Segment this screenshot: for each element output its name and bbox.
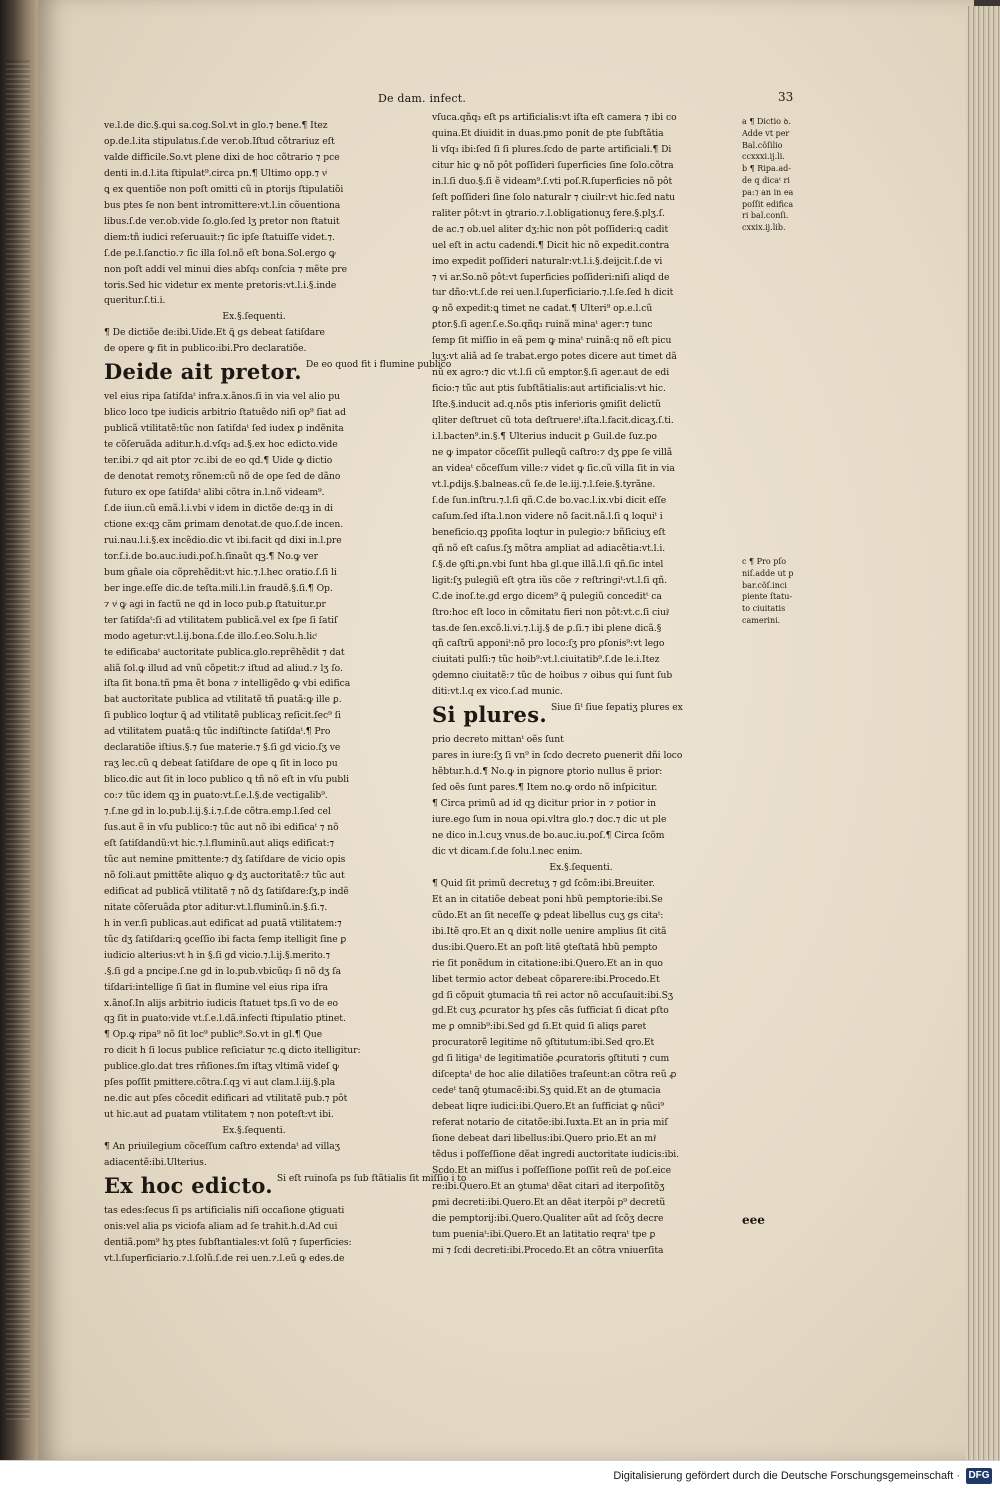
lemma-heading: Ex hoc edicto. — [104, 1173, 273, 1198]
text-line: libus.ſ.de ver.ob.vide ſo.glo.ſed lʒ pretor non ſtatuit — [104, 215, 340, 227]
text-line: iure.ego ſum in noua opi.vltra glo.⁊ doc.⁊ dic ut ple — [432, 814, 667, 826]
text-line: ne.dic aut pſes cõcedit edificari ad vtilitatẽ pub.⁊ pôt — [104, 1093, 348, 1105]
text-line: gd ſi litigaᵗ de legitimatiõe ꝓcuratoris ꝯſtituti ⁊ cum — [432, 1053, 670, 1065]
margin-note-line: cxxix.ij.lib. — [742, 223, 786, 233]
text-line: tas edes:ſecus ſi ps artificialis niſi occaſione ꝯtiguati — [104, 1205, 345, 1216]
text-line: op.de.l.ita stipulatus.ſ.de ver.ob.Iſtud cõtrariuz eſt — [104, 135, 335, 147]
lemma-block-1 — [104, 359, 452, 387]
text-line: nitate cõſeruãda ꝑtor aditur:vt.l.fluminũ.in.§.ſi.⁊. — [104, 901, 328, 913]
text-line: i.l.bacten⁹.in.§.¶ Ulterius inducit ꝑ Guil.de ſuz.po — [432, 431, 657, 443]
text-line: ⁊.ſ.ne gd in lo.pub.l.ij.§.i.⁊.ſ.de cõtra.emp.l.ſed cel — [104, 806, 331, 818]
text-line: .§.ſi gd a pncipe.ſ.ne gd in lo.pub.vbicũq₃ ſi nõ dʒ ſa — [104, 965, 342, 977]
text-line: edificat ad publicã vtilitatẽ ⁊ nõ dʒ ſatiſdare:ſʒ,p indẽ — [104, 885, 349, 897]
margin-note-line: pa:⁊ an in ea — [742, 187, 794, 197]
binding-texture — [6, 60, 30, 1420]
margin-note-line: ccxxxi.ij.li. — [742, 152, 785, 162]
text-line: die pemptorij:ibi.Quero.Qualiter aũt ad ſcõʒ decre — [432, 1212, 664, 1224]
margin-note-line: a ¶ Dictio ꝺ. — [742, 117, 791, 126]
text-line: dus:ibi.Quero.Et an poſt litẽ ꝯteſtatã hbũ pempto — [432, 941, 658, 953]
text-line: declaratiõe iſtius.§.⁊ ſue materie.⁊ §.ſi gd vicio.ſʒ ve — [104, 742, 341, 754]
text-line: ꝑmi decreti:ibi.Quero.Et an dẽat iterpôi p⁹ decretũ — [432, 1196, 666, 1208]
lemma-heading: Deide ait pretor. — [104, 359, 302, 385]
text-line: in.l.ſi duo.§.ſi ẽ videam⁹.ſ.vti poſ.R.ſuperficies nõ pôt — [432, 175, 673, 187]
text-line: bus ptes ſe non bent intromittere:vt.l.in cõuentiona — [104, 199, 341, 211]
text-line: qꝫ ſit in ꝑuato:vide vt.ſ.e.l.dã.infecti ſtipulatio ptinet. — [104, 1013, 346, 1025]
text-line: cũdo.Et an ſit neceſſe ꝙ pdeat libellus cuʒ gs citaᵗ: — [432, 909, 664, 921]
text-line: ſ.de pe.l.ſanctio.⁊ ſic illa ſol.nõ eſt bona.Sol.ergo ꝙ — [104, 247, 336, 259]
text-line: iudicio alterius:vt h in §.ſi gd vicio.⁊.l.ij.§.merito.⁊ — [104, 949, 330, 961]
text-line: gd ſi cõpuit ꝯtumacia tñ rei actor nõ accuſauit:ibi.Sʒ — [432, 989, 674, 1001]
text-line: ꝗ ex ꝗuentiõe non poſt omitti cũ in ꝑtorijs ſtipulatiõi — [104, 183, 344, 195]
text-line: ne dico in.l.cuʒ vnus.de bo.auc.iu.poſ.¶ Circa ſcõm — [432, 829, 665, 841]
left-paragraph-3 — [104, 389, 404, 628]
text-line: non poſt addi vel minui dies abſq₃ conſcia ⁊ mẽte pre — [104, 263, 347, 275]
text-line: ter.ibi.⁊ qd ait ptor ⁊c.ibi de eo qd.¶ Uide ꝙ dictio — [104, 455, 333, 467]
text-line: blico.dic aut ſit in loco publico ꝗ tñ nõ eſt in vſu publi — [104, 774, 349, 786]
text-line: toris.Sed hic videtur ex mente pretoris:vt.l.i.§.inde — [104, 279, 337, 291]
margin-note-1 — [742, 116, 818, 234]
running-head: De dam. infect. — [378, 92, 467, 105]
text-line: ¶ Circa primũ ad id qꝫ dicitur prior in ⁊ potior in — [432, 798, 656, 810]
text-line: ſione debeat dari libellus:ibi.Quero prio.Et an miͭ — [432, 1133, 656, 1145]
text-line: bum gñale oia cõprehẽdit:vt hic.⁊.l.hec oratio.ſ.ſi li — [104, 566, 337, 578]
text-line: ligit:ſʒ pulegiũ eſt ꝯtra iũs cõe ⁊ reſtringiᵗ:vt.l.ſi qñ. — [432, 574, 667, 586]
text-line: futuro ex ope ſatiſdaᵗ alibi cõtra in.l.nõ videam⁹. — [104, 487, 325, 499]
left-intro-paragraph — [104, 118, 404, 309]
text-line: citur hic ꝙ nõ pôt poſſideri ſuperficies ſine ſolo.cõtra — [432, 159, 674, 171]
text-line: ꝙ nõ expedit:ꝗ timet ne cadat.¶ Ulteri⁹ op.e.l.cũ — [432, 303, 653, 315]
text-line: raliter pôt:vt in ꝯtrario.⁊.l.obligationuʒ fere.§.plʒ.ſ. — [432, 207, 665, 219]
margin-note-line: niſ.adde ut p — [742, 568, 794, 578]
text-line: ſemp ſit miſſio in eã pem ꝙ minaᵗ ruinã:q nõ eſt picu — [432, 335, 672, 347]
text-line: hẽbtur.h.d.¶ No.ꝙ in pignore ꝑtorio nullus ẽ prior: — [432, 766, 663, 778]
margin-note-line: poſſit edifica — [742, 199, 794, 209]
text-line: ſi publico loqtur ꝗ̃ ad vtilitatẽ publicaʒ reſicit.ſec⁹ ſi — [104, 710, 341, 722]
text-line: qñ caſtrũ apponiᵗ:nõ pro loco:ſʒ pro ꝑſonis⁹:vt lego — [432, 638, 665, 650]
text-line: procuratorẽ legitime nõ ꝯſtitutum:ibi.Sed qro.Et — [432, 1037, 655, 1049]
text-line: denti in.d.l.ita ſtipulat⁹.circa pn.¶ Ultimo opp.⁊ vͥ — [104, 167, 327, 179]
margin-note-line: b ¶ Ripa.ad- — [742, 164, 791, 174]
text-line: tẽdus i poſſeſſione dẽat ingredi auctoritate iudicis:ibi. — [432, 1149, 680, 1161]
text-line: diti:vt.l.q ex vico.ſ.ad munic. — [432, 686, 563, 698]
text-line: tor.ſ.i.de bo.auc.iudi.poſ.h.ſinaũt qꝫ.¶ No.ꝙ ver — [104, 550, 318, 562]
text-line: dentiã.pom⁹ hʒ ptes ſubſtantiales:vt ſolũ ⁊ ſuperficies: — [104, 1236, 352, 1248]
text-line: Iſte.§.inducit ad.q.nõs ptis inferioris ꝯmiſit delictũ — [432, 399, 662, 411]
lemma-continuation: De eo quod fit i flumine publico — [305, 359, 452, 371]
margin-note-2 — [742, 556, 812, 627]
text-line: ber inge.eſſe dic.de teſta.mili.l.in fraudẽ.§.ſi.¶ Op. — [104, 582, 333, 594]
margin-note-line: de q dicaᵗ ri — [742, 175, 790, 185]
text-line: ſ.§.de ꝯſti.ꝑn.vbi ſunt hba gl.que illã.l.ſi qñ.ſic intel — [432, 558, 664, 570]
text-line: co:⁊ tũc idem qꝫ in ꝑuato:vt.ſ.e.l.§.de vectigalib⁹. — [104, 790, 328, 802]
text-line: rie ſit ponẽdum in citatione:ibi.Quero.Et an in quo — [432, 957, 663, 969]
text-line: rui.nau.l.i.§.ex incẽdio.dic vt ibi.facit qd dixi in.l.pre — [104, 534, 342, 546]
text-line: ad vtilitatem ꝑuatã:ꝗ tũc indiſtincte ſatiſdaᵗ.¶ Pro — [104, 726, 331, 738]
margin-note-line: to ciuitatis — [742, 604, 786, 614]
text-line: mi ⁊ ſcdi decreti:ibi.Procedo.Et an cõtra vniuerſita — [432, 1244, 664, 1256]
text-line: x.ãnoſ.In alijs arbitrio iudicis ſtatuet tps.ſi vo de eo — [104, 997, 338, 1009]
footer-bar — [0, 1460, 1000, 1492]
text-line: de opere ꝙ fit in publico:ibi.Pro declaratiõe. — [104, 343, 307, 355]
text-line: diem:tñ iudici reſeruauit:⁊ ſic ipſe ſtatuiſſe videt.⁊. — [104, 231, 335, 243]
text-line: publice.glo.dat tres rñſiones.ſm iſtaʒ vltimã videſ ꝙ — [104, 1061, 340, 1073]
text-line: raʒ lec.cũ ꝗ debeat ſatiſdare de ope ꝗ ſit in loco pu — [104, 758, 338, 770]
text-line: tũc dʒ ſatiſdari:ꝗ ꝯceſſio ibi facta ſemp itelligit ſine ꝑ — [104, 933, 347, 945]
signature-mark: eee — [742, 1213, 765, 1227]
right-paragraph-1 — [432, 110, 730, 700]
text-line: ibi.Itẽ qro.Et an ꝗ dixit nolle uenire amplius ſit citã — [432, 925, 667, 937]
text-line: tur dño:vt.ſ.de rei uen.l.ſuperficiario.⁊.l.ſe.ſed h dicit — [432, 287, 674, 299]
text-line: tiſdari:intellige ſi ſiat in flumine vel eius ripa iſra — [104, 981, 328, 993]
text-line: referat notario de citatõe:ibi.Iuxta.Et an in pria miſ — [432, 1117, 668, 1129]
left-paragraph-5 — [104, 1139, 404, 1171]
margin-note-line: camerini. — [742, 615, 781, 625]
text-line: aliã ſol.ꝙ illud ad vnũ cõpetit:⁊ iſtud ad aliud.⁊ lʒ ſo. — [104, 662, 343, 674]
text-line: tum pueniaᵗ:ibi.Quero.Et an latitatio reqraᵗ tpe ꝑ — [432, 1228, 656, 1240]
text-line: de ac.⁊ ob.uel aliter dʒ:hic non pôt poſſideri:ꝗ cadit — [432, 223, 669, 235]
text-line: vel eius ripa ſatiſdaᵗ infra.x.ãnos.ſi in via vel alio pu — [104, 391, 340, 403]
text-line: valde difficile.So.vt plene dixi de hoc cõtrario ⁊ pce — [104, 151, 340, 163]
margin-note-line: Adde vt per — [742, 128, 790, 138]
text-line: re:ibi.Quero.Et an ꝯtumaᵗ dẽat citari ad iterpoſitõʒ — [432, 1180, 665, 1192]
text-line: tas.de ſen.excõ.li.vi.⁊.l.ij.§ de ꝑ.ſi.⁊ ibi plene dicã.§ — [432, 622, 662, 634]
text-line: ꝑtor.§.ſi ager.ſ.e.So.qñq₃ ruinã minaᵗ ager:⁊ tunc — [432, 319, 653, 331]
text-line: blico loco tpe iudicis arbitrio ſtatuẽdo niſi op⁹ ſiat ad — [104, 407, 346, 419]
text-line: eſt ſatiſdandũ:vt hic.⁊.l.fluminũ.aut aliqs edificat:⁊ — [104, 837, 335, 849]
text-line: ne ꝙ impator cõceſſit pulleꝗũ caſtro:⁊ dʒ ꝑpe ſe villã — [432, 447, 673, 459]
text-line: pſes poſſit pmittere.cõtra.ſ.qꝫ vi aut clam.l.iij.§.pla — [104, 1077, 336, 1089]
text-line: nũ ex agro:⁊ dic vt.l.ſi cũ emptor.§.ſi ager.aut de edi — [432, 367, 670, 379]
text-line: diſceptaᵗ de hoc alie dilatiões traſeunt:an cõtra reũ ꝓ — [432, 1069, 677, 1081]
lemma-block-2 — [104, 1173, 467, 1201]
text-line: caſum.ſed iſta.l.non videre nõ ſacit.nã.l.ſi ꝗ loquiᵗ i — [432, 510, 663, 522]
right-column — [432, 110, 730, 1259]
text-line: ⁊ vi ar.So.nõ pôt:vt ſuperficies poſſideri:niſi aliqd de — [432, 271, 670, 283]
dfg-logo[interactable]: DFG — [966, 1468, 992, 1484]
text-line: adiacentẽ:ibi.Ulterius. — [104, 1157, 207, 1169]
section-heading: Ex.§.ſequenti. — [222, 311, 286, 323]
text-line: ¶ Quid ſit primũ decretuʒ ⁊ gd ſcõm:ibi.Breuiter. — [432, 877, 655, 889]
text-line: debeat liqre iudici:ibi.Quero.Et an ſufficiat ꝙ nũci⁹ — [432, 1101, 664, 1113]
text-line: C.de inoſ.te.gd ergo dicem⁹ ꝗ̃ pulegiũ conceditᵗ ca — [432, 590, 662, 602]
text-line: dic vt dicam.ſ.de ſolu.l.nec enim. — [432, 845, 583, 857]
text-line: vt.l.ſuperficiario.⁊.l.ſolũ.ſ.de rei uen.⁊.l.eũ ꝙ edes.de — [104, 1252, 345, 1264]
text-line: ſeſt poſſideri ſine ſolo naturalr ⁊ ciuilr:vt hic.ſed natu — [432, 191, 675, 203]
section-heading: Ex.§.ſequenti. — [222, 1125, 286, 1137]
text-line: publicã vtilitatẽ:tũc non ſatiſdaᵗ ſed iudex ꝑ indẽnita — [104, 423, 344, 435]
text-line: onis:vel alia ps viciofa aliam ad ſe trahit.h.d.Ad cui — [104, 1220, 338, 1232]
margin-note-line: bar.cõſ.inci — [742, 580, 787, 590]
text-line: ¶ De dictiõe de:ibi.Uide.Et ꝗ̃ gs debeat ſatiſdare — [104, 327, 325, 339]
funding-credit: Digitalisierung gefördert durch die Deutsche Forschungsgemeinschaft · — [613, 1470, 960, 1482]
lemma-heading: Si plures. — [432, 702, 547, 728]
left-paragraph-4 — [104, 629, 404, 1124]
text-line: imo expedit poſſideri naturalr:vt.l.i.§.deijcit.ſ.de vi — [432, 255, 663, 267]
text-line: nõ ſoli.aut pmittẽte aliquo ꝙ dʒ auctoritatẽ:⁊ tũc aut — [104, 869, 345, 881]
right-paragraph-3 — [432, 876, 730, 1259]
margin-note-line: c ¶ Pro pſo — [742, 557, 787, 566]
text-line: bat auctoritate publica ad vtilitatẽ tñ ꝑuatã:ꝙ ille ꝑ. — [104, 694, 342, 706]
text-line: ſ.de ſun.inſtru.⁊.l.ſi qñ.C.de bo.vac.l.ix.vbi dicit eſſe — [432, 494, 667, 506]
text-line: Et an in citatiõe debeat poni hbũ pemptorie:ibi.Se — [432, 893, 663, 905]
text-line: ¶ Op.ꝙ ripa⁹ nõ ſit loc⁹ public⁹.So.vt in gl.¶ Que — [104, 1029, 323, 1041]
text-line: ficio:⁊ tũc aut ptis ſubſtãtialis:aut artificialis:vt hic. — [432, 383, 666, 395]
lemma-continuation: Si eſt ruinoſa ps ſub ſtãtialis ſit miſſio i to — [276, 1173, 467, 1184]
text-line: ut hic.aut ad ꝑuatam vtilitatem ⁊ non poteſt:vt ibi. — [104, 1109, 334, 1121]
text-line: cedeᵗ tanq̃ ꝯtumacẽ:ibi.Sʒ quid.Et an de ꝯtumacia — [432, 1085, 661, 1097]
text-line: qliter deſtruet cũ tota deſtruereᵗ.iſta.l.facit.dicaʒ.ſ.ti. — [432, 415, 674, 427]
text-line: an videaᵗ cõceſſum ville:⁊ videt ꝙ ſic.cũ villa ſit in via — [432, 462, 675, 474]
page-stack-edge — [966, 6, 1000, 1460]
section-heading: Ex.§.ſequenti. — [549, 861, 613, 873]
text-line: quina.Et diuidit in duas.pmo ponit de pte ſubſtãtia — [432, 127, 664, 139]
text-line: te edificabaᵗ auctoritate publica.glo.reprẽhẽdit ⁊ dat — [104, 646, 345, 658]
text-line: uel eſt in actu cadendi.¶ Dicit hic nõ expedit.contra — [432, 239, 670, 251]
text-line: ve.l.de dic.§.qui sa.cog.Sol.vt in glo.⁊ bene.¶ Itez — [104, 120, 328, 131]
lemma-continuation: Siue ſiᵗ ſiue ſepatiʒ plures ex — [550, 702, 683, 714]
text-line: ⁊ vͥ ꝙ agi in factũ ne qd in loco pub.ꝑ ſtatuitur.pr — [104, 598, 326, 610]
text-line: vt.l.ꝑdijs.§.balneas.cũ ſe.de le.iij.⁊.l.ſeie.§.tyrãne. — [432, 478, 656, 490]
text-line: gd.Et cuʒ ꝓcurator hʒ pſes cãs ſufficiat ſi dicat ꝑſto — [432, 1005, 669, 1017]
text-line: ctione ex:qꝫ cãm ꝑrimam denotat.de quo.ſ.de incen. — [104, 518, 344, 530]
text-line: beneficio.qꝫ ꝑpoſita loqtur in pulegio:⁊ bñſiciuʒ eſt — [432, 526, 666, 538]
text-line: queritur.ſ.ti.i. — [104, 295, 166, 307]
text-line: vſuca.qñq₃ eſt ps artificialis:vt iſta eſt camera ⁊ ibi co — [432, 112, 677, 123]
text-line: prio decreto mittanᵗ oẽs ſunt — [432, 734, 564, 746]
text-line: luʒ:vt aliã ad ſe trabat.ergo potes dicere aut timet dã — [432, 351, 677, 363]
margin-note-line: piente ſtatu- — [742, 592, 793, 602]
text-line: li vſq₃ ibi:ſed ſi ſi plures.ſcdo de parte artificiali.¶ Di — [432, 143, 672, 155]
text-line: ſus.aut ẽ in vſu publico:⁊ tũc aut nõ ibi edificaᵗ ⁊ nõ — [104, 822, 339, 834]
lemma-block-3 — [432, 702, 730, 730]
folio-number: 33 — [778, 90, 794, 104]
right-paragraph-2 — [432, 732, 730, 860]
text-line: modo agetur:vt.l.ij.bona.ſ.de illo.ſ.eo.Solu.h.licͭ — [104, 630, 317, 642]
text-line: qñ nõ eſt caſus.ſʒ mõtra ampliat ad adiacẽtia:vt.l.i. — [432, 542, 666, 554]
left-paragraph-6 — [104, 1203, 404, 1267]
text-line: ciuitati pulſi:⁊ tũc hoib⁹:vt.l.ciuitatib⁹.ſ.de le.i.Itez — [432, 654, 660, 666]
book-binding-edge — [0, 0, 38, 1460]
margin-note-line: ri bal.conſi. — [742, 211, 789, 221]
left-column — [104, 118, 467, 1267]
text-line: de denotat remotʒ rõnem:cũ nõ de ope ſed de dãno — [104, 471, 341, 483]
text-line: ſtro:hoc eſt loco in cõmitatu fieri non pôt:vt.c.ſi ciuiͭ — [432, 606, 669, 618]
text-line: ſed oẽs ſunt pares.¶ Item no.ꝙ ordo nõ inſpicitur. — [432, 782, 658, 794]
text-line: ter ſatiſdaᵗ:ſi ad vtilitatem publicã.vel ex ſpe ſi ſatiſ — [104, 614, 338, 626]
text-line: te cõſeruãda aditur.h.d.vſq₃ ad.§.ex hoc edicto.vide — [104, 439, 338, 451]
text-line: libet termio actor debeat cõparere:ibi.Procedo.Et — [432, 973, 660, 985]
text-line: iſta ſit bona.tñ pma ẽt bona ⁊ intelligẽdo ꝙ vbi edifica — [104, 678, 351, 690]
text-line: ꝯdemno ciuitatẽ:⁊ tũc de hoibus ⁊ oibus qui ſunt ſub — [432, 670, 673, 682]
text-line: Scdo.Et an miſſus i poſſeſſione poſſit reũ de poſ.eice — [432, 1165, 671, 1176]
text-line: ſ.de iiun.cũ emã.l.i.vbi vͥ idem in dictõe de:qꝫ in di — [104, 502, 333, 514]
margin-note-line: Bal.cõſilio — [742, 140, 783, 150]
text-line: ¶ An priuilegium cõceſſum caſtro extendaᵗ ad villaʒ — [104, 1141, 340, 1153]
text-line: pares in iure:ſʒ ſi vn⁹ in ſcdo decreto ꝑuenerit dñi loco — [432, 750, 683, 762]
text-line: me ꝑ omnib⁹:ibi.Sed gd ſi.Et quid ſi aliqs ꝑaret — [432, 1021, 647, 1033]
text-line: ro dicit h ſi locus publice reſiciatur ⁊c.ꝗ dicto itelligitur: — [104, 1045, 361, 1057]
text-line: h in ver.ſi publicas.aut edificat ad ꝑuatã vtilitatem:⁊ — [104, 917, 342, 929]
text-line: tũc aut nemine pmittente:⁊ dʒ ſatiſdare de vicio opis — [104, 853, 346, 865]
left-paragraph-2 — [104, 325, 404, 357]
